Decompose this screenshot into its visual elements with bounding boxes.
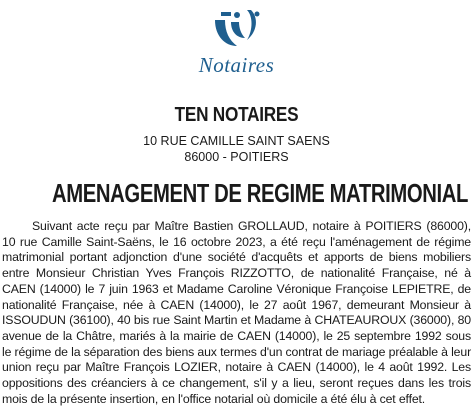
notice-title: AMENAGEMENT DE REGIME MATRIMONIAL xyxy=(52,178,469,208)
notice-body: Suivant acte reçu par Maître Bastien GROLLAUD, notaire à POITIERS (86000), 10 rue Camille Saint-Saëns, le 16 octobre 2023, a été reçu l'aménagement de régime matrimonial portant adjonction d'une société d'acquêts et apports de biens mobiliers entre Monsieur Christian Yves François RIZZOTTO, de nationalité Française, né à CAEN (14000) le 7 juin 1963 et Madame Caroline Véronique Françoise LEPIETRE, de nationalité Française, née à CAEN (14000), le 27 août 1967, demeurant Monsieur à ISSOUDUN (36100), 40 bis rue Saint Martin et Madame à CHATEAUROUX (36000), 80 avenue de la Châtre, mariés à la mairie de CAEN (14000), le 25 septembre 1992 sous le régime de la séparation des biens aux termes d'un contrat de mariage préalable à leur union reçu par Maître François LOZIER, notaire à CAEN (14000), le 4 août 1992. Les oppositions des créanciers à ce changement, s'il y a lieu, seront reçues dans les trois mois de la présente insertion, en l'office notarial où domicile a été élu à cet effet. xyxy=(2,219,472,406)
office-name: TEN NOTAIRES xyxy=(174,104,299,126)
notaires-logo xyxy=(0,6,473,86)
logo-wordmark: Notaires xyxy=(198,53,275,77)
notaires-emblem-icon xyxy=(207,6,267,50)
office-address-city: 86000 - POITIERS xyxy=(184,150,289,164)
office-address-street: 10 RUE CAMILLE SAINT SAENS xyxy=(143,134,330,148)
